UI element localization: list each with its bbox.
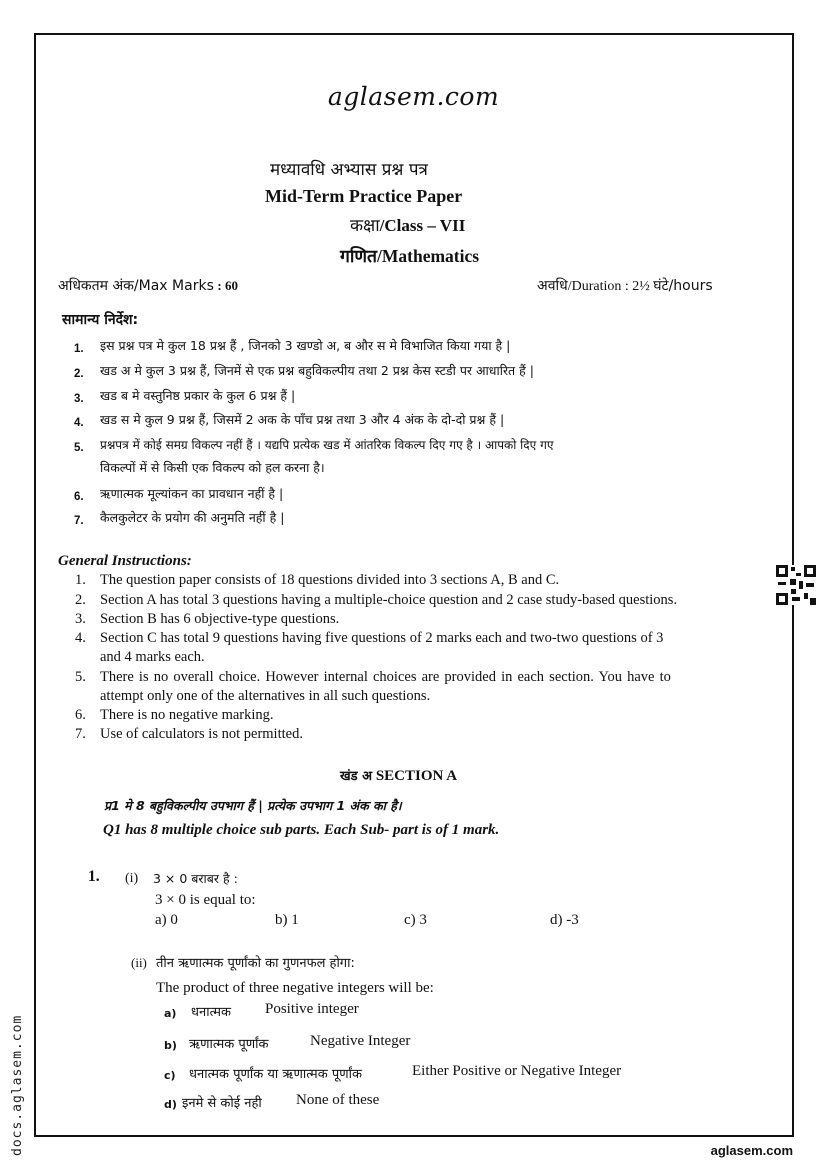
question-part-english: 3 × 0 is equal to: [155, 892, 256, 908]
side-watermark: docs.aglasem.com [10, 1014, 25, 1156]
title-english: Mid-Term Practice Paper [265, 186, 463, 206]
option-c [164, 1063, 622, 1084]
section-a-heading [340, 766, 457, 785]
footer-watermark: aglasem.com [710, 1143, 793, 1158]
general-instruction-text: Use of calculators is not permitted. [100, 726, 303, 742]
option-english: Negative Integer [310, 1033, 411, 1049]
general-instruction-text: Section A has total 3 questions having a multiple-choice question and 2 case study-based questions. [100, 592, 678, 608]
question-part-label: (ii) [131, 955, 147, 970]
general-instruction-4 [75, 630, 664, 665]
subject-line [340, 244, 479, 268]
subject-english: /Mathematics [377, 246, 480, 266]
general-instruction-number: 7. [75, 726, 86, 742]
hindi-instruction-text: इस प्रश्न पत्र मे कुल 18 प्रश्न हैं , जिनको 3 खण्डो अ, ब और स मे विभाजित किया गया है | [100, 338, 511, 353]
general-instructions-heading: General Instructions: [58, 553, 192, 569]
option-a: a) 0 [155, 912, 178, 928]
general-instruction-number: 2. [75, 592, 86, 608]
general-instruction-3 [75, 611, 340, 628]
class-hindi: कक्षा [350, 216, 380, 236]
general-instruction-5 [75, 669, 671, 704]
hindi-instruction-text: ऋणात्मक मूल्यांकन का प्रावधान नहीं है | [100, 486, 284, 501]
hindi-instruction-text: खड अ मे कुल 3 प्रश्न हैं, जिनमें से एक प्रश्न बहुविकल्पीय तथा 2 प्रश्न केस स्टडी पर आधारित हैं | [100, 363, 534, 378]
hindi-instruction-6 [74, 486, 284, 505]
hindi-instruction-1 [74, 338, 511, 357]
hindi-instruction-number: 3. [74, 393, 84, 405]
hindi-instruction-number: 5. [74, 442, 84, 454]
option-d [164, 1092, 380, 1113]
general-instruction-text-cont: and 4 marks each. [100, 649, 205, 665]
option-english: None of these [296, 1092, 380, 1108]
question-part-label: (i) [125, 871, 139, 886]
option-english: Positive integer [265, 1001, 359, 1017]
general-instruction-text-cont: attempt only one of the alternatives in all such questions. [100, 688, 431, 704]
option-hindi: ऋणात्मक पूर्णांक [189, 1037, 269, 1052]
general-instruction-number: 5. [75, 669, 86, 685]
hindi-instruction-number: 1. [74, 343, 84, 355]
class-english: /Class – VII [379, 216, 466, 235]
general-instruction-number: 3. [75, 611, 86, 627]
general-instruction-7 [75, 726, 303, 743]
general-instruction-text: The question paper consists of 18 questions divided into 3 sections A, B and C. [100, 572, 560, 588]
hindi-instruction-4 [74, 412, 505, 431]
hindi-instruction-text: खड स मे कुल 9 प्रश्न हैं, जिसमें 2 अक के पाँच प्रश्न तथा 3 और 4 अंक के दो-दो प्रश्न हैं | [100, 412, 505, 427]
option-letter: c) [164, 1069, 176, 1082]
hindi-instruction-text-cont: विकल्पों में से किसी एक विकल्प को हल करना है। [100, 460, 325, 475]
subject-hindi: गणित [340, 247, 378, 267]
hindi-instruction-7 [74, 510, 285, 529]
max-marks-label: अधिकतम अंक/Max Marks [58, 278, 214, 294]
section-a-note-hindi: प्र1 मे 8 बहुविकल्पीय उपभाग हैं | प्रत्येक उपभाग 1 अंक का है। [104, 798, 402, 813]
general-instruction-6 [75, 707, 274, 724]
duration-unit: घंटे/hours [653, 278, 713, 294]
qr-code [776, 565, 816, 605]
hindi-instruction-text: कैलकुलेटर के प्रयोग की अनुमति नहीं है | [100, 510, 285, 525]
hindi-instruction-number: 7. [74, 515, 84, 527]
general-instruction-2 [75, 592, 678, 609]
duration-label-hindi: अवधि [537, 278, 568, 294]
question-number: 1. [88, 868, 100, 885]
question-part-hindi: 3 × 0 बराबर है : [153, 871, 238, 886]
hindi-instruction-text: प्रश्नपत्र में कोई समग्र विकल्प नहीं हैं । यद्यपि प्रत्येक खड में आंतरिक विकल्प दिए गए है । आपको दिए गए [100, 438, 554, 452]
hindi-instruction-number: 6. [74, 491, 84, 503]
duration-label-english: /Duration : 2½ [567, 279, 650, 294]
hindi-instruction-number: 4. [74, 417, 84, 429]
general-instruction-number: 4. [75, 630, 86, 646]
hindi-instructions-heading: सामान्य निर्देश: [62, 312, 139, 328]
site-logo: aglasem.com [327, 82, 500, 111]
general-instruction-1 [75, 572, 560, 589]
option-a [164, 1001, 359, 1022]
title-hindi: मध्यावधि अभ्यास प्रश्न पत्र [270, 160, 428, 180]
question-part-english: The product of three negative integers will be: [156, 980, 434, 996]
option-b: b) 1 [275, 912, 299, 928]
hindi-instruction-5 [74, 438, 554, 475]
section-a-english: SECTION A [375, 768, 458, 784]
section-a-hindi: खंड अ [340, 769, 373, 784]
option-letter: b) [164, 1039, 177, 1052]
duration [537, 276, 713, 295]
general-instruction-text: Section B has 6 objective-type questions. [100, 611, 340, 627]
general-instruction-number: 6. [75, 707, 86, 723]
question-part-hindi: तीन ऋणात्मक पूर्णांको का गुणनफल होगा: [156, 956, 355, 971]
option-english: Either Positive or Negative Integer [412, 1063, 622, 1079]
max-marks-value: : 60 [217, 278, 238, 293]
option-letter: d) [164, 1098, 177, 1111]
max-marks [58, 276, 238, 295]
option-hindi: इनमे से कोई नही [182, 1096, 262, 1111]
hindi-instruction-3 [74, 388, 296, 407]
hindi-instruction-number: 2. [74, 368, 84, 380]
option-hindi: धनात्मक पूर्णांक या ऋणात्मक पूर्णांक [189, 1067, 362, 1082]
hindi-instruction-text: खड ब मे वस्तुनिष्ठ प्रकार के कुल 6 प्रश्न हैं | [100, 388, 296, 403]
option-hindi: धनात्मक [191, 1005, 231, 1020]
general-instruction-number: 1. [75, 572, 86, 588]
option-b [164, 1033, 411, 1054]
general-instruction-text: There is no overall choice. However internal choices are provided in each section. You have to [100, 669, 671, 685]
option-letter: a) [164, 1007, 177, 1020]
class-line [350, 213, 465, 236]
hindi-instruction-2 [74, 363, 534, 382]
option-d: d) -3 [550, 912, 579, 928]
option-c: c) 3 [404, 912, 427, 928]
general-instruction-text: Section C has total 9 questions having five questions of 2 marks each and two-two questions of 3 [100, 630, 664, 646]
general-instruction-text: There is no negative marking. [100, 707, 274, 723]
section-a-note-english: Q1 has 8 multiple choice sub parts. Each Sub- part is of 1 mark. [103, 822, 500, 838]
